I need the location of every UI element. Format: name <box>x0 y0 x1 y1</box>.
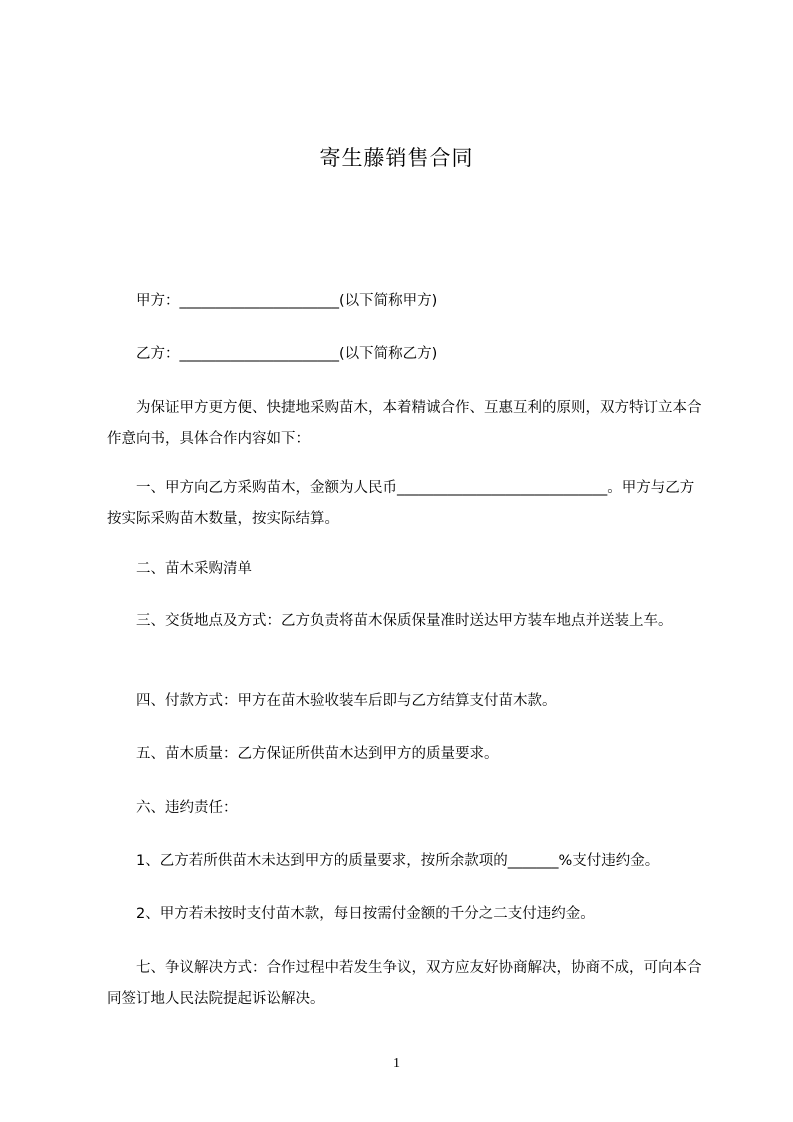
page-number: 1 <box>393 1056 400 1071</box>
preamble-paragraph: 为保证甲方更方便、快捷地采购苗木，本着精诚合作、互惠互利的原则，双方特订立本合作意向书，具体合作内容如下： <box>107 400 702 447</box>
clause-6-item-1: 1、乙方若所供苗木未达到甲方的质量要求，按所余款项的_______%支付违约金。 <box>136 853 660 869</box>
clause-3-paragraph: 三、交货地点及方式：乙方负责将苗木保质保量准时送达甲方装车地点并送装上车。 <box>136 613 673 629</box>
clause-2-heading: 二、苗木采购清单 <box>136 561 252 577</box>
clause-6-heading: 六、违约责任： <box>136 800 238 816</box>
party-a-line: 甲方：______________________(以下简称甲方) <box>136 293 438 309</box>
clause-5-paragraph: 五、苗木质量：乙方保证所供苗木达到甲方的质量要求。 <box>136 746 499 762</box>
clause-7-paragraph: 七、争议解决方式：合作过程中若发生争议，双方应友好协商解决，协商不成，可向本合同签订地人民法院提起诉讼解决。 <box>107 960 702 1007</box>
party-b-line: 乙方：______________________(以下简称乙方) <box>136 346 438 362</box>
document-title: 寄生藤销售合同 <box>319 146 474 170</box>
clause-1-paragraph: 一、甲方向乙方采购苗木，金额为人民币_____________________________。甲方与乙方按实际采购苗木数量，按实际结算。 <box>107 480 695 527</box>
clause-6-item-2: 2、甲方若未按时支付苗木款，每日按需付金额的千分之二支付违约金。 <box>136 906 595 922</box>
clause-4-paragraph: 四、付款方式：甲方在苗木验收装车后即与乙方结算支付苗木款。 <box>136 693 557 709</box>
